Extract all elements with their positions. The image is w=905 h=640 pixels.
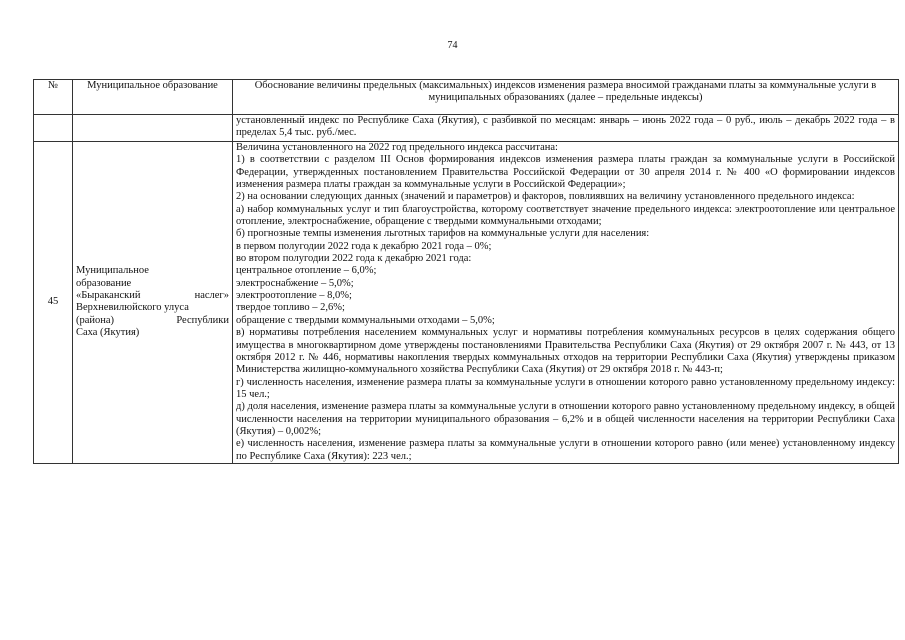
paragraph: в первом полугодии 2022 года к декабрю 2021 года – 0%; (236, 240, 492, 252)
paragraph: центральное отопление – 6,0%; (236, 265, 377, 277)
paragraph: д) доля населения, изменение размера платы за коммунальные услуги в отношении которого равно установленному предельному индексу, в общей численности населения на территории муниципального образования – 6,2% и в общей численности населения на территории Республики Саха (Якутия) – 0,002%; (236, 401, 895, 437)
paragraph: а) набор коммунальных услуг и тип благоустройства, которому соответствует значение предельного индекса: электроотопление или центральное отопление, электроснабжение, обращение с твердыми коммунальными отходами; (236, 203, 895, 228)
municipality-line: Муниципальное (76, 265, 149, 277)
table-row (34, 142, 899, 464)
municipality-line: (района) Республики (76, 314, 229, 326)
paragraph: Величина установленного на 2022 год предельного индекса рассчитана: (236, 142, 558, 153)
paragraph: 1) в соответствии с разделом III Основ формирования индексов изменения размера платы граждан за коммунальные услуги в Российской Федерации, утвержденных постановлением Правительства Российской Федерации от 30 апреля 2014 г. № 400 «О формировании индексов изменения размера платы граждан за коммунальные услуги в Российской Федерации»; (236, 154, 895, 191)
municipality-line: Верхневилюйского улуса (76, 302, 189, 314)
document-table (33, 79, 899, 464)
row-justification (233, 142, 899, 464)
paragraph: электроотопление – 8,0%; (236, 290, 352, 302)
paragraph: во втором полугодии 2022 года к декабрю 2021 года: (236, 253, 472, 265)
continuation-municipality-cell (73, 115, 233, 142)
paragraph: твердое топливо – 2,6%; (236, 302, 345, 314)
municipality-line: «Быраканский наслег» (76, 290, 229, 302)
municipality-line: Саха (Якутия) (76, 327, 140, 339)
table-header-row (34, 80, 899, 115)
continuation-row (34, 115, 899, 142)
paragraph: 2) на основании следующих данных (значений и параметров) и факторов, повлиявших на величину установленного предельного индекса: (236, 191, 855, 203)
paragraph: обращение с твердыми коммунальными отходами – 5,0%; (236, 314, 495, 326)
header-municipality: Муниципальное образование (73, 80, 233, 115)
header-justification: Обоснование величины предельных (максимальных) индексов изменения размера вносимой гражданами платы за коммунальные услуги в муниципальных образованиях (далее – предельные индексы) (233, 80, 899, 115)
row-municipality (73, 142, 233, 464)
continuation-num-cell (34, 115, 73, 142)
header-num: № (34, 80, 73, 115)
paragraph: электроснабжение – 5,0%; (236, 277, 354, 289)
municipality-line: образование (76, 277, 132, 289)
page-number: 74 (447, 40, 458, 51)
paragraph: в) нормативы потребления населением коммунальных услуг и нормативы потребления коммунальных ресурсов в целях содержания общего имущества в многоквартирном доме утверждены постановлениями Правительства Республики Саха (Якутия) от 29 октября 2007 г. № 443, от 13 октября 2012 г. № 446, нормативы накопления твердых коммунальных отходов на территории Республики Саха (Якутия) утверждены приказом Министерства жилищно-коммунального хозяйства Республики Саха (Якутия) от 29 октября 2018 г. № 443-п; (236, 327, 895, 376)
paragraph: г) численность населения, изменение размера платы за коммунальные услуги в отношении которого равно установленному предельному индексу: 15 чел.; (236, 376, 895, 400)
paragraph: б) прогнозные темпы изменения льготных тарифов на коммунальные услуги для населения: (236, 228, 650, 240)
continuation-text: установленный индекс по Республике Саха (Якутия), с разбивкой по месяцам: январь – июнь 2022 года – 0 руб., июль – декабрь 2022 года – в пределах 5,4 тыс. руб./мес. (233, 115, 899, 142)
row-number: 45 (34, 142, 73, 464)
paragraph: е) численность населения, изменение размера платы за коммунальные услуги в отношении которого равно (или менее) установленному индексу по Республике Саха (Якутия): 223 чел.; (236, 438, 895, 462)
